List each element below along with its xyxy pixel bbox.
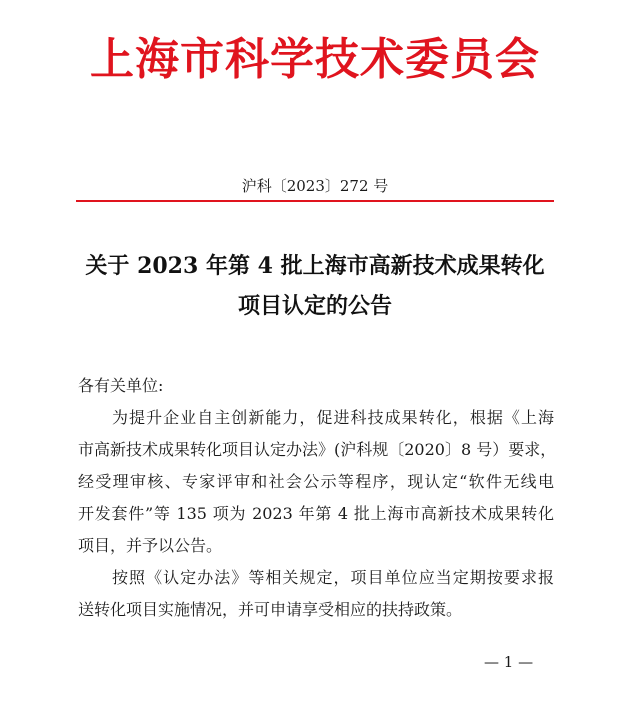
- document-number: 沪科〔2023〕272 号: [241, 177, 389, 195]
- page-number: — 1 —: [484, 653, 534, 671]
- title-line-2: 项目认定的公告: [237, 293, 392, 319]
- paragraph-1-line-5: 项目，并予以公告。: [78, 536, 223, 555]
- salutation: 各有关单位:: [78, 376, 164, 395]
- paragraph-2-line-2: 送转化项目实施情况，并可申请享受相应的扶持政策。: [78, 600, 463, 619]
- paragraph-1-line-3: 经受理审核、专家评审和社会公示等程序，现认定“软件无线电: [78, 472, 554, 491]
- red-divider-line: [76, 200, 554, 202]
- paragraph-1-line-4: 开发套件”等 135 项为 2023 年第 4 批上海市高新技术成果转化: [78, 504, 554, 523]
- paragraph-1-line-1: 为提升企业自主创新能力，促进科技成果转化，根据《上海: [112, 408, 554, 427]
- document-title: [0, 246, 630, 326]
- document-body: [78, 370, 557, 626]
- issuer-masthead: 上海市科学技术委员会: [90, 34, 540, 85]
- paragraph-2-line-1: 按照《认定办法》等相关规定，项目单位应当定期按要求报: [112, 568, 554, 587]
- paragraph-1-line-2: 市高新技术成果转化项目认定办法》(沪科规〔2020〕8 号）要求，: [78, 440, 557, 459]
- title-line-1: 关于 2023 年第 4 批上海市高新技术成果转化: [85, 253, 545, 279]
